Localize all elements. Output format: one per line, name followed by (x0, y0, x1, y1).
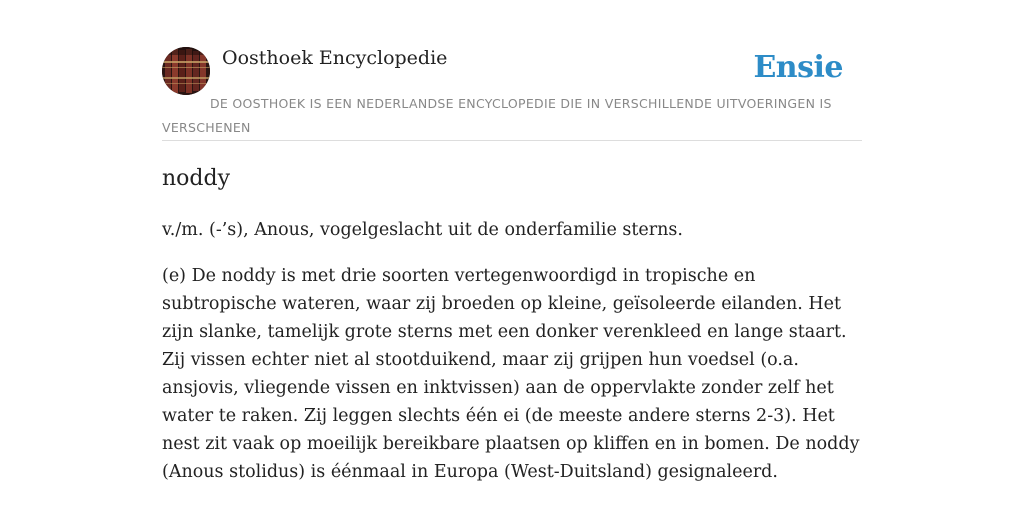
entry-headword: noddy (162, 166, 231, 191)
publication-description: DE OOSTHOEK IS EEN NEDERLANDSE ENCYCLOPEDIE DIE IN VERSCHILLENDE UITVOERINGEN IS VERSCHENEN (162, 96, 832, 135)
entry-definition: v./m. (-’s), Anous, vogelgeslacht uit de onderfamilie sterns. (162, 220, 683, 240)
entry-article (162, 160, 862, 486)
publication-header (162, 44, 862, 141)
book-spines-icon (162, 47, 210, 95)
publication-avatar[interactable] (162, 47, 210, 95)
publication-title-link[interactable]: Oosthoek Encyclopedie (222, 47, 448, 69)
entry-body: (e) De noddy is met drie soorten vertegenwoordigd in tropische en subtropische wateren, waar zij broeden op kleine, geïsoleerde eilanden. Het zijn slanke, tamelijk grote sterns met een donker verenkleed en lange staart. Zij vissen echter niet al stootduikend, maar zij grijpen hun voedsel (o.a. ansjovis, vliegende vissen en inktvissen) aan de oppervlakte zonder zelf het water te raken. Zij leggen slechts één ei (de meeste andere sterns 2-3). Het nest zit vaak op moeilijk bereikbare plaatsen op kliffen en in bomen. De noddy (Anous stolidus) is éénmaal in Europa (West-Duitsland) gesignaleerd. (162, 266, 860, 482)
ensie-logo-link[interactable]: Ensie (753, 50, 843, 85)
